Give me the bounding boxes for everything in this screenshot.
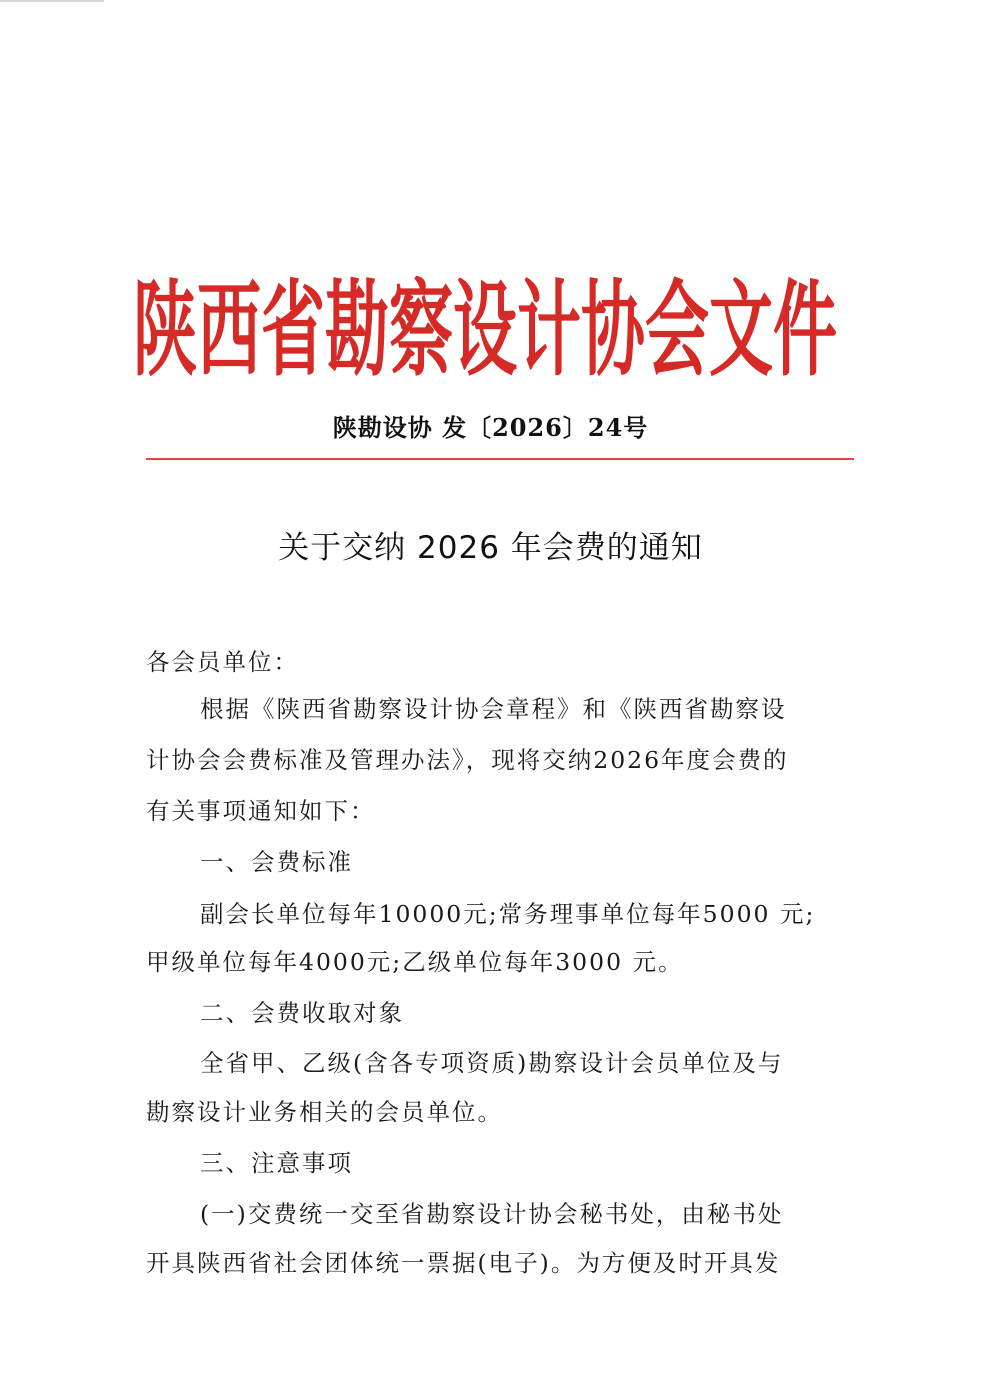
body-line: 根据《陕西省勘察设计协会章程》和《陕西省勘察设 xyxy=(200,695,787,723)
body-line: 计协会会费标准及管理办法》，现将交纳2026年度会费的 xyxy=(146,746,789,774)
body-line: 副会长单位每年10000元;常务理事单位每年5000 元; xyxy=(200,900,816,928)
body-line: 有关事项通知如下： xyxy=(146,797,376,825)
section-heading: 二、会费收取对象 xyxy=(200,999,404,1027)
body-line: 勘察设计业务相关的会员单位。 xyxy=(146,1098,503,1126)
notice-title: 关于交纳 2026 年会费的通知 xyxy=(278,530,703,566)
header-divider xyxy=(146,458,854,460)
body-line: 全省甲、乙级(含各专项资质)勘察设计会员单位及与 xyxy=(200,1049,784,1077)
section-heading: 三、注意事项 xyxy=(200,1149,353,1177)
body-line: (一)交费统一交至省勘察设计协会秘书处，由秘书处 xyxy=(200,1200,784,1228)
section-heading: 一、会费标准 xyxy=(200,848,353,876)
body-line: 开具陕西省社会团体统一票据(电子)。为方便及时开具发 xyxy=(146,1249,781,1277)
scan-corner-mark xyxy=(0,0,104,2)
org-document-header: 陕西省勘察设计协会文件 xyxy=(133,271,837,392)
document-number: 陕勘设协 发〔2026〕24号 xyxy=(332,413,649,442)
salutation: 各会员单位： xyxy=(146,648,299,676)
body-line: 甲级单位每年4000元;乙级单位每年3000 元。 xyxy=(146,948,684,976)
